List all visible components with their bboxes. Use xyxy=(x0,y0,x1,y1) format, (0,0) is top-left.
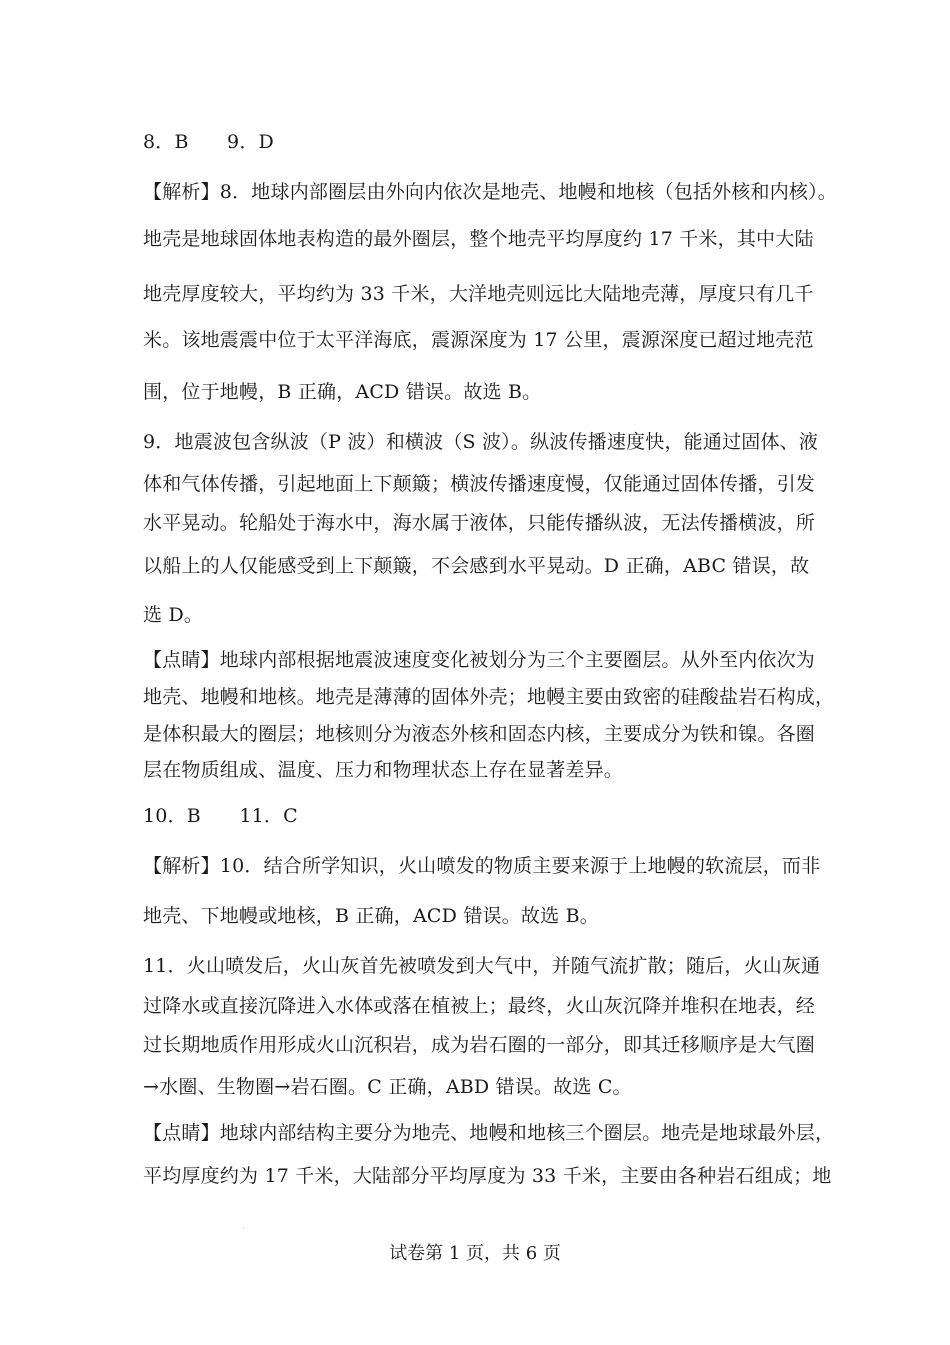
analysis-q11-line: →水圈、生物圈→岩石圈。C 正确，ABD 错误。故选 C。 xyxy=(143,1076,632,1098)
analysis-q8-line: 【解析】8．地球内部圈层由外向内依次是地壳、地幔和地核（包括外核和内核）。 xyxy=(143,181,837,203)
tip-line: 平均厚度约为 17 千米，大陆部分平均厚度为 33 千米，主要由各种岩石组成；地 xyxy=(143,1165,832,1187)
analysis-q8-line: 围，位于地幔，B 正确，ACD 错误。故选 B。 xyxy=(143,381,542,403)
footer-tick xyxy=(243,1228,244,1229)
analysis-q11-line: 11．火山喷发后，火山灰首先被喷发到大气中，并随气流扩散；随后，火山灰通 xyxy=(143,955,821,977)
answer-line-10-11: 10．B 11．C xyxy=(143,805,298,827)
answer-line-8-9: 8．B 9．D xyxy=(143,131,274,153)
analysis-q8-line: 地壳是地球固体地表构造的最外圈层，整个地壳平均厚度约 17 千米，其中大陆 xyxy=(143,228,814,250)
analysis-q11-line: 过降水或直接沉降进入水体或落在植被上；最终，火山灰沉降并堆积在地表，经 xyxy=(143,995,816,1017)
tip-line: 层在物质组成、温度、压力和物理状态上存在显著差异。 xyxy=(143,759,624,781)
tip-line: 【点睛】地球内部结构主要分为地壳、地幔和地核三个圈层。地壳是地球最外层， xyxy=(143,1122,835,1144)
analysis-q8-line: 地壳厚度较大，平均约为 33 千米，大洋地壳则远比大陆地壳薄，厚度只有几千 xyxy=(143,283,814,305)
tip-line: 【点睛】地球内部根据地震波速度变化被划分为三个主要圈层。从外至内依次为 xyxy=(143,649,816,671)
analysis-q10-line: 地壳、下地幔或地核，B 正确，ACD 错误。故选 B。 xyxy=(143,905,599,927)
analysis-q9-line: 9．地震波包含纵波（P 波）和横波（S 波）。纵波传播速度快，能通过固体、液 xyxy=(143,431,819,453)
analysis-q9-line: 体和气体传播，引起地面上下颠簸；横波传播速度慢，仅能通过固体传播，引发 xyxy=(143,473,816,495)
analysis-q8-line: 米。该地震震中位于太平洋海底，震源深度为 17 公里，震源深度已超过地壳范 xyxy=(143,329,814,351)
analysis-q9-line: 水平晃动。轮船处于海水中，海水属于液体，只能传播纵波，无法传播横波，所 xyxy=(143,512,816,534)
analysis-q10-line: 【解析】10．结合所学知识，火山喷发的物质主要来源于上地幔的软流层，而非 xyxy=(143,855,821,877)
analysis-q11-line: 过长期地质作用形成火山沉积岩，成为岩石圈的一部分，即其迁移顺序是大气圈 xyxy=(143,1034,816,1056)
tip-line: 地壳、地幔和地核。地壳是薄薄的固体外壳；地幔主要由致密的硅酸盐岩石构成， xyxy=(143,686,835,708)
tip-line: 是体积最大的圈层；地核则分为液态外核和固态内核，主要成分为铁和镍。各圈 xyxy=(143,723,816,745)
page-footer: 试卷第 1 页，共 6 页 xyxy=(389,1243,561,1264)
analysis-q9-line: 以船上的人仅能感受到上下颠簸，不会感到水平晃动。D 正确，ABC 错误，故 xyxy=(143,555,810,577)
analysis-q9-line: 选 D。 xyxy=(143,604,204,626)
